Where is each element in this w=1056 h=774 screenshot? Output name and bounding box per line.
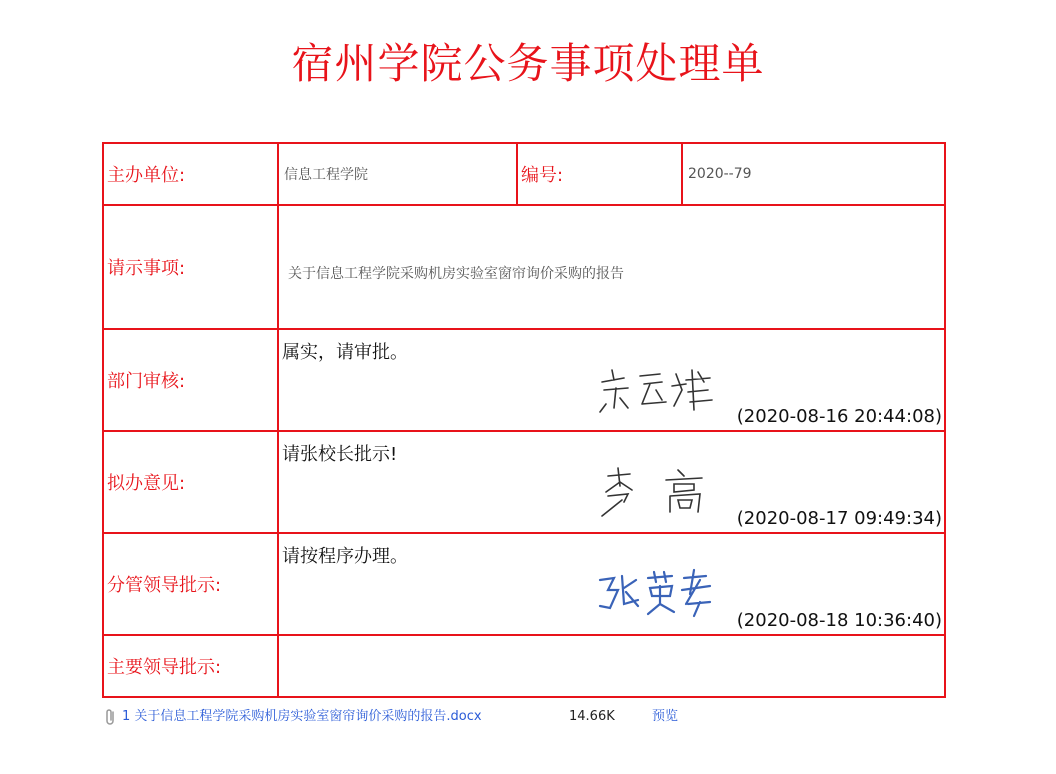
unit-value: 信息工程学院 [278,143,517,205]
matter-label: 请示事项: [103,205,278,329]
row-main-leader [103,635,945,697]
number-label: 编号: [517,143,682,205]
leader-instruction-label: 分管领导批示: [103,533,278,635]
dept-review-text: 属实，请审批。 [282,342,408,363]
paperclip-icon [104,708,118,726]
row-dept-review [103,329,945,431]
dept-review-time: (2020-08-16 20:44:08) [736,406,942,427]
row-leader-instruction [103,533,945,635]
processing-form-table [102,142,946,698]
attachment-filename-link[interactable]: 1 关于信息工程学院采购机房实验室窗帘询价采购的报告.docx [122,709,482,724]
leader-instruction-text: 请按程序办理。 [282,546,408,567]
draft-opinion-time: (2020-08-17 09:49:34) [736,508,942,529]
leader-instruction-cell [278,533,945,635]
leader-instruction-time: (2020-08-18 10:36:40) [736,610,942,631]
signature-image [594,564,718,620]
attachment-preview-link[interactable]: 预览 [652,709,679,724]
main-leader-value [278,635,945,697]
page-title: 宿州学院公务事项处理单 [291,39,765,88]
draft-opinion-cell [278,431,945,533]
dept-review-cell [278,329,945,431]
signature-image [594,462,718,518]
row-unit [103,143,945,205]
number-value: 2020--79 [682,143,945,205]
row-draft-opinion [103,431,945,533]
attachment-size: 14.66K [569,709,615,724]
main-leader-label: 主要领导批示: [103,635,278,697]
unit-label: 主办单位: [103,143,278,205]
matter-value: 关于信息工程学院采购机房实验室窗帘询价采购的报告 [278,205,945,329]
dept-review-label: 部门审核: [103,329,278,431]
draft-opinion-label: 拟办意见: [103,431,278,533]
row-matter [103,205,945,329]
signature-image [594,360,718,416]
draft-opinion-text: 请张校长批示! [282,444,398,465]
